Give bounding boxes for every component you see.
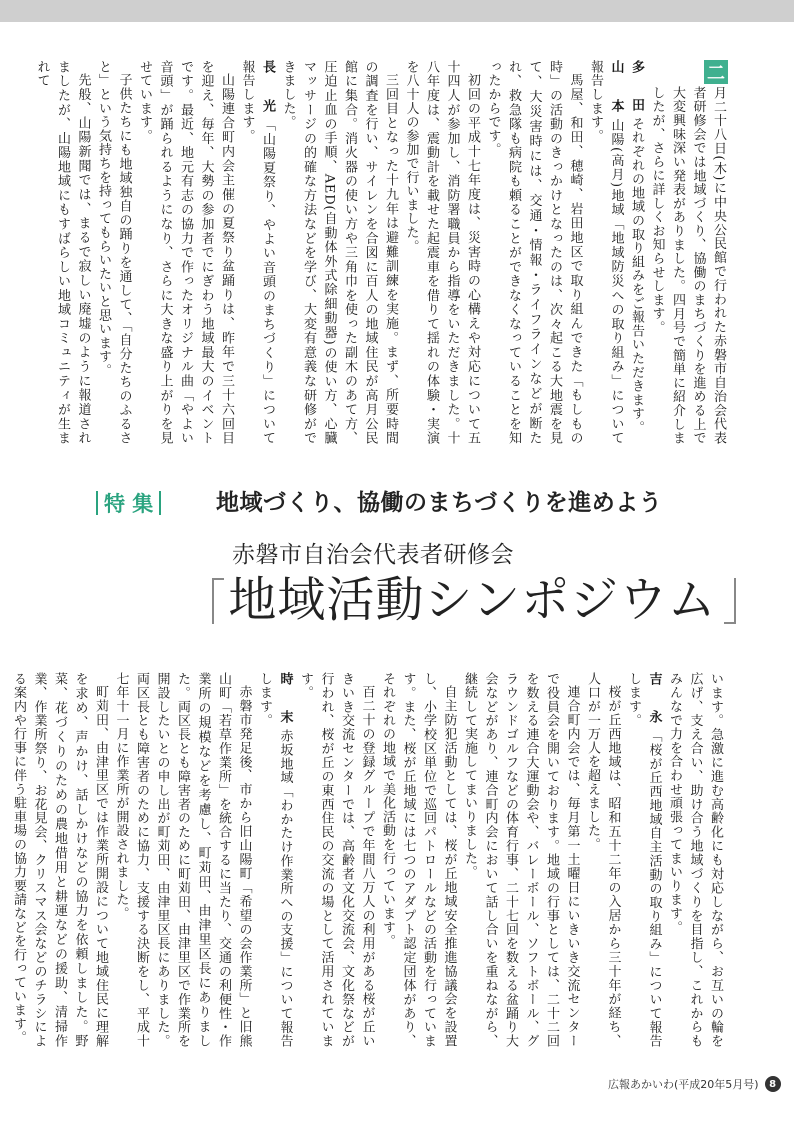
speaker-name: 山 本	[608, 60, 624, 119]
speaker-topic: 山陽(高月)地域「地域防災への取り組み」について報告します。	[588, 60, 624, 446]
page-number: 8	[765, 1076, 781, 1092]
drop-cap: 二	[704, 60, 728, 84]
body-text-block	[11, 672, 725, 1049]
feature-title: 地域づくり、協働のまちづくりを進めよう	[216, 490, 663, 516]
paragraph: 百二十の登録グループで年間八万人の利用がある桜が丘いきいき交流センターでは、高齢者文化交流会、文化祭などが行われ、桜が丘の東西住民の交流の場として活用されています。	[298, 672, 375, 1048]
speaker-block-tokisue	[254, 672, 295, 1048]
divider	[159, 491, 161, 515]
subtitle: 赤磐市自治会代表者研修会	[232, 542, 514, 568]
paragraph: 町苅田、由津里区では作業所開設について地域住民に理解を求め、声かけ、話しかけなどの協力を依頼しました。野菜、花づくりのための農地借用と耕運などの援助、清掃作業、作業所祭り、お花見会、クリスマス会などのチラシによる案内や行事に伴う駐車場の協力要請などを行っています。	[11, 672, 108, 1048]
feature-label	[96, 488, 161, 518]
speaker-name: 吉 永	[646, 672, 662, 730]
speaker-topic: 「山陽夏祭り、やよい音頭のまちづくり」について報告します。	[239, 60, 275, 446]
paragraph: 赤磐市発足後、市から旧山陽町「希望の会作業所」と旧熊山町「若草作業所」を統合するに当たり、交通の利便性・作業所の規模などを考慮し、町苅田、由津里区長にありました。両区長とも障害者のために町苅田、由津里区で作業所を開設したいとの申し出が町苅田、由津里区長にありました。両区長とも障害者のために協力、支援する決断をし、平成十七年十一月に作業所が開設されました。	[113, 672, 252, 1048]
intro-lead: 月二十八日(木)に中央公民館で行われた赤磐市自治会代表者研修会では地域づくり、協働のまちづくりを進める上で大変興味深い発表がありました。四月号で簡単に紹介しましたが、さらに詳しくお知らせします。	[649, 86, 726, 445]
main-title: 地域活動シンポジウム	[228, 572, 717, 628]
publication-name: 広報あかいわ(平成20年5月号)	[608, 1078, 759, 1091]
paragraph: 三回目となった十九年は避難訓練を実施。まず、所要時間の調査を行い、サイレンを合図に百人の地域住民が高月公民館に集合。消火器の使い方や三角巾を使った副木のあて方、圧迫止血の手順、AED(自動体外式除細動器)の使い方、心臓マッサージの的確な方法などを学び、大変有意義な研修ができました。	[280, 60, 398, 445]
speaker-block-yamamoto	[585, 60, 626, 445]
speaker-block-tada	[626, 60, 647, 445]
paragraph: 山陽連合町内会主催の夏祭り盆踊りは、昨年で三十六回目を迎え、毎年、大勢の参加者でにぎわう地域最大のイベントです。最近、地元有志の協力で作ったオリジナル曲「やよい音頭」が踊られるようになり、さらに大きな盛り上がりを見せています。	[137, 60, 234, 445]
paragraph: 自主防犯活動としては、桜が丘地域安全推進協議会を設置し、小学校区単位で巡回パトロールなどの活動を行っています。また、桜が丘地域には七つのアダプト認定団体があり、それぞれの地域で美化活動を行っています。	[380, 672, 457, 1048]
speaker-topic: それぞれの地域の取り組みをご報告いただきます。	[629, 117, 644, 435]
speaker-block-yoshinaga	[623, 672, 664, 1048]
title-bracket-right	[724, 578, 736, 624]
header-band	[0, 0, 794, 22]
page-footer	[608, 1076, 781, 1092]
paragraph: います。急激に進む高齢化にも対応しながら、お互いの輪を広げ、支え合い、助け合う地域づくりを目指し、これからもみんなで力を合わせ頑張ってまいります。	[667, 672, 723, 1048]
speaker-name: 長 光	[260, 60, 275, 119]
speaker-name: 多 田	[629, 60, 644, 117]
paragraph: 馬屋、和田、穂崎、岩田地区で取り組んできた「もしもの時」の活動のきっかけとなったのは、次々起こる大地震を見て、大災害時には、交通・情報・ライフラインなどが断たれ、救急隊も病院も頼ることができなくなっていることを知ったからです。	[485, 60, 583, 445]
divider	[96, 491, 98, 515]
paragraph: 連合町内会では、毎月第一土曜日にいきいき交流センターで役員会を開いております。地域の行事としては、二十二回を数える連合大運動会や、バレーボール、ソフトボール、グラウンドゴルフなどの体育行事、二十七回を数える盆踊り大会などがあり、連合町内会において話し合いを重ねながら、継続して実施してまいりました。	[462, 672, 580, 1048]
speaker-name: 時 末	[277, 672, 293, 730]
intro-text-block	[34, 60, 728, 446]
speaker-topic: 赤坂地域「わかたけ作業所への支援」について報告します。	[257, 672, 293, 1049]
feature-label-text: 特 集	[104, 492, 154, 516]
paragraph: 子供たちにも地域独自の踊りを通して、「自分たちのふるさと」という気持ちを持ってもらいたいと思います。	[96, 60, 132, 445]
speaker-topic: 「桜が丘西地域自主活動の取り組み」について報告します。	[626, 672, 662, 1049]
paragraph: 先般、山陽新聞では、まるで寂しい廃墟のように報道されましたが、山陽地域にもすばらしい地域コミュニティが生まれて	[34, 60, 91, 445]
speaker-block-nagamitsu	[236, 60, 277, 445]
paragraph: 初回の平成十七年度は、災害時の心構えや対応について五十四人が参加し、消防署職員から指導をいただきました。十八年度は、震動計を載せた起震車を借りて揺れの体験・実演を八十人の参加で行いました。	[403, 60, 480, 445]
paragraph: 桜が丘西地域は、昭和五十二年の入居から三十年が経ち、人口が一万人を超えました。	[585, 672, 621, 1048]
